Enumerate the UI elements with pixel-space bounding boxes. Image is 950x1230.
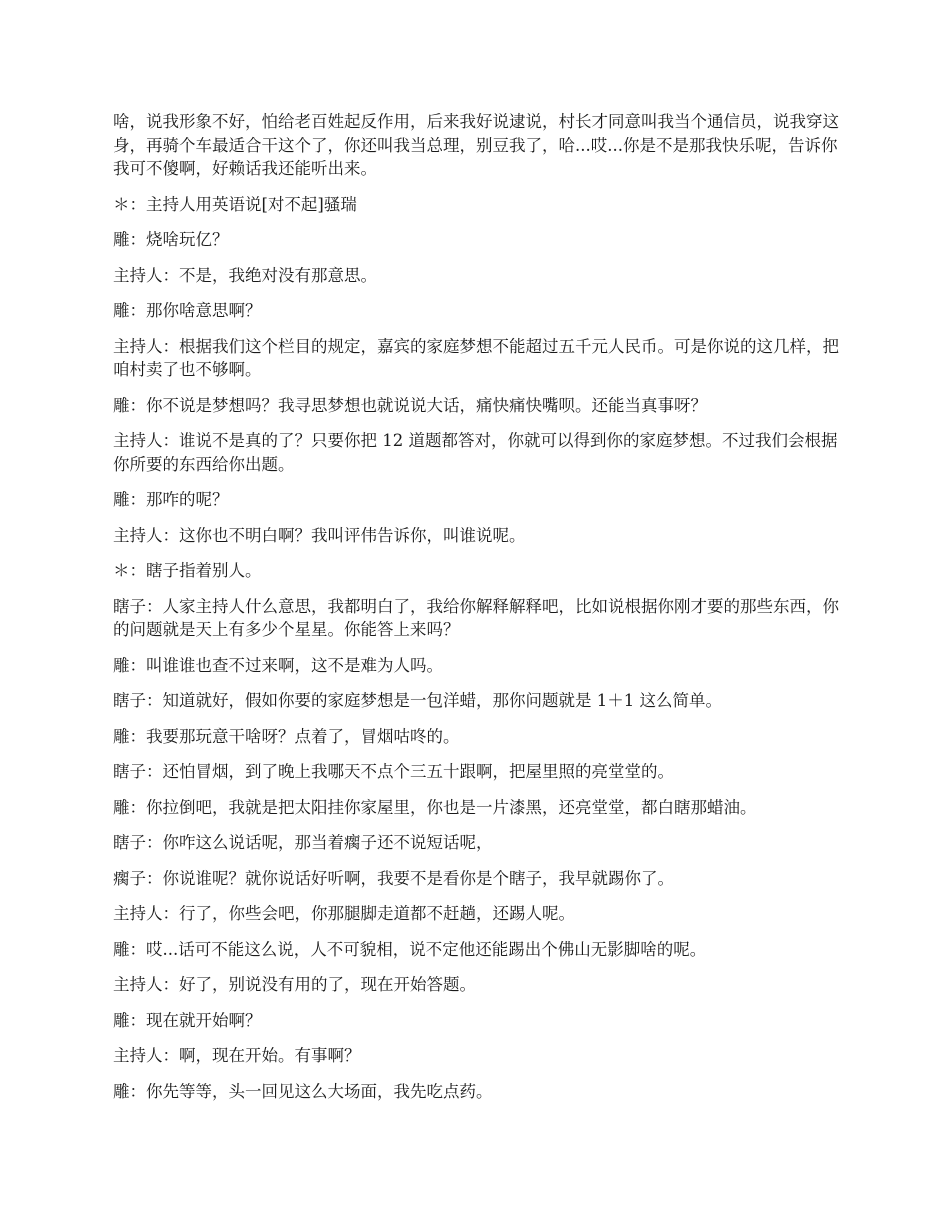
paragraph-11: ＊：瞎子指着别人。	[113, 561, 262, 580]
paragraph-13: 雕：叫谁谁也查不过来啊，这不是难为人吗。	[113, 655, 443, 675]
paragraph-4: 主持人：不是，我绝对没有那意思。	[113, 265, 377, 285]
paragraph-21: 雕：哎...话可不能这么说，人不可貌相，说不定他还能踢出个佛山无影脚啥的呢。	[113, 939, 707, 959]
paragraph-3: 雕：烧啥玩亿？	[113, 230, 229, 249]
paragraph-20: 主持人：行了，你些会吧，你那腿脚走道都不赶趟，还踢人呢。	[113, 904, 575, 923]
paragraph-12: 瞎子：人家主持人什么意思，我都明白了，我给你解释解释吧，比如说根据你刚才要的那些东西，你的问题就是天上有多少个星星。你能答上来吗？	[113, 596, 839, 639]
paragraph-1: 啥，说我形象不好，怕给老百姓起反作用，后来我好说逮说，村长才同意叫我当个通信员，说我穿这身，再骑个车最适合干这个了，你还叫我当总理，别豆我了，哈...哎...你是不是那我快乐呢，告诉你我可不傻啊，好赖话我还能听出来。	[113, 112, 839, 178]
paragraph-18: 瞎子：你咋这么说话呢，那当着瘸子还不说短话呢，	[113, 833, 493, 852]
paragraph-16: 瞎子：还怕冒烟，到了晚上我哪天不点个三五十跟啊，把屋里照的亮堂堂的。	[113, 762, 674, 781]
paragraph-22: 主持人：好了，别说没有用的了，现在开始答题。	[113, 975, 476, 994]
paragraph-8: 主持人：谁说不是真的了？只要你把 12 道题都答对，你就可以得到你的家庭梦想。不过我们会根据你所要的东西给你出题。	[113, 431, 838, 474]
paragraph-25: 雕：你先等等，头一回见这么大场面，我先吃点药。	[113, 1081, 493, 1101]
paragraph-19: 瘸子：你说谁呢？就你说话好听啊，我要不是看你是个瞎子，我早就踢你了。	[113, 868, 674, 888]
paragraph-7: 雕：你不说是梦想吗？我寻思梦想也就说说大话，痛快痛快嘴呗。还能当真事呀？	[113, 395, 707, 415]
paragraph-5: 雕：那你啥意思啊？	[113, 301, 262, 320]
document-page	[113, 110, 840, 1115]
paragraph-2: ＊：主持人用英语说[对不起]骚瑞	[113, 194, 357, 214]
paragraph-23: 雕：现在就开始啊？	[113, 1010, 262, 1030]
paragraph-9: 雕：那咋的呢？	[113, 490, 229, 509]
paragraph-24: 主持人：啊，现在开始。有事啊？	[113, 1046, 361, 1065]
paragraph-15: 雕：我要那玩意干啥呀？点着了，冒烟咕咚的。	[113, 726, 460, 746]
paragraph-14: 瞎子：知道就好，假如你要的家庭梦想是一包洋蜡，那你问题就是 1＋1 这么简单。	[113, 691, 722, 710]
paragraph-17: 雕：你拉倒吧，我就是把太阳挂你家屋里，你也是一片漆黑，还亮堂堂，都白瞎那蜡油。	[113, 797, 757, 817]
paragraph-6: 主持人：根据我们这个栏目的规定，嘉宾的家庭梦想不能超过五千元人民币。可是你说的这几样，把咱村卖了也不够啊。	[113, 336, 839, 379]
paragraph-10: 主持人：这你也不明白啊？我叫评伟告诉你，叫谁说呢。	[113, 525, 526, 545]
